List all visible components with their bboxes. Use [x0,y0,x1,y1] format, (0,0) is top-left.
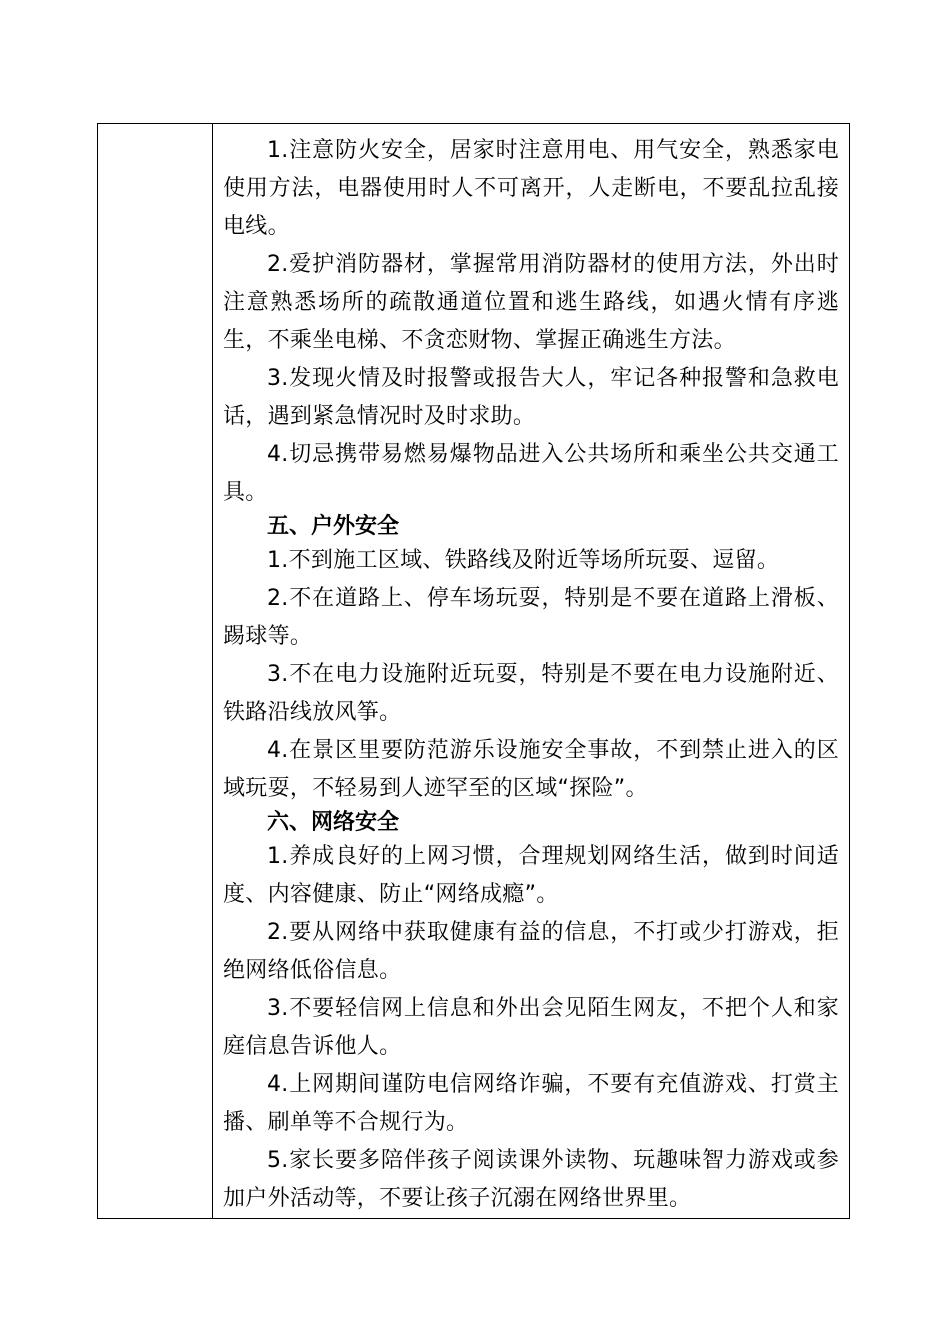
paragraph-outdoor-3: 3.不在电力设施附近玩耍，特别是不要在电力设施附近、铁路沿线放风筝。 [223,662,839,725]
content-table [97,123,850,1219]
paragraph-network-5: 5.家长要多陪伴孩子阅读课外读物、玩趣味智力游戏或参加户外活动等，不要让孩子沉溺在网络世界里。 [223,1148,839,1211]
paragraph-network-4: 4.上网期间谨防电信网络诈骗，不要有充值游戏、打赏主播、刷单等不合规行为。 [223,1072,839,1135]
paragraph-network-3: 3.不要轻信网上信息和外出会见陌生网友，不把个人和家庭信息告诉他人。 [223,996,839,1059]
table-left-cell [98,124,213,1218]
section-heading-outdoor: 五、户外安全 [267,514,400,539]
paragraph-fire-4: 4.切忌携带易燃易爆物品进入公共场所和乘坐公共交通工具。 [223,442,839,505]
table-content-cell [213,124,849,1218]
section-heading-network: 六、网络安全 [267,810,400,835]
paragraph-outdoor-4: 4.在景区里要防范游乐设施安全事故，不到禁止进入的区域玩耍，不轻易到人迹罕至的区域“探险”。 [223,738,839,801]
paragraph-network-2: 2.要从网络中获取健康有益的信息，不打或少打游戏，拒绝网络低俗信息。 [223,920,839,983]
paragraph-network-1: 1.养成良好的上网习惯，合理规划网络生活，做到时间适度、内容健康、防止“网络成瘾”。 [223,844,839,907]
paragraph-outdoor-2: 2.不在道路上、停车场玩耍，特别是不要在道路上滑板、踢球等。 [223,586,839,649]
paragraph-outdoor-1: 1.不到施工区域、铁路线及附近等场所玩耍、逗留。 [267,548,780,573]
paragraph-fire-1: 1.注意防火安全，居家时注意用电、用气安全，熟悉家电使用方法，电器使用时人不可离开，人走断电，不要乱拉乱接电线。 [223,138,839,239]
paragraph-fire-2: 2.爱护消防器材，掌握常用消防器材的使用方法，外出时注意熟悉场所的疏散通道位置和逃生路线，如遇火情有序逃生，不乘坐电梯、不贪恋财物、掌握正确逃生方法。 [223,252,839,353]
paragraph-fire-3: 3.发现火情及时报警或报告大人，牢记各种报警和急救电话，遇到紧急情况时及时求助。 [223,366,839,429]
